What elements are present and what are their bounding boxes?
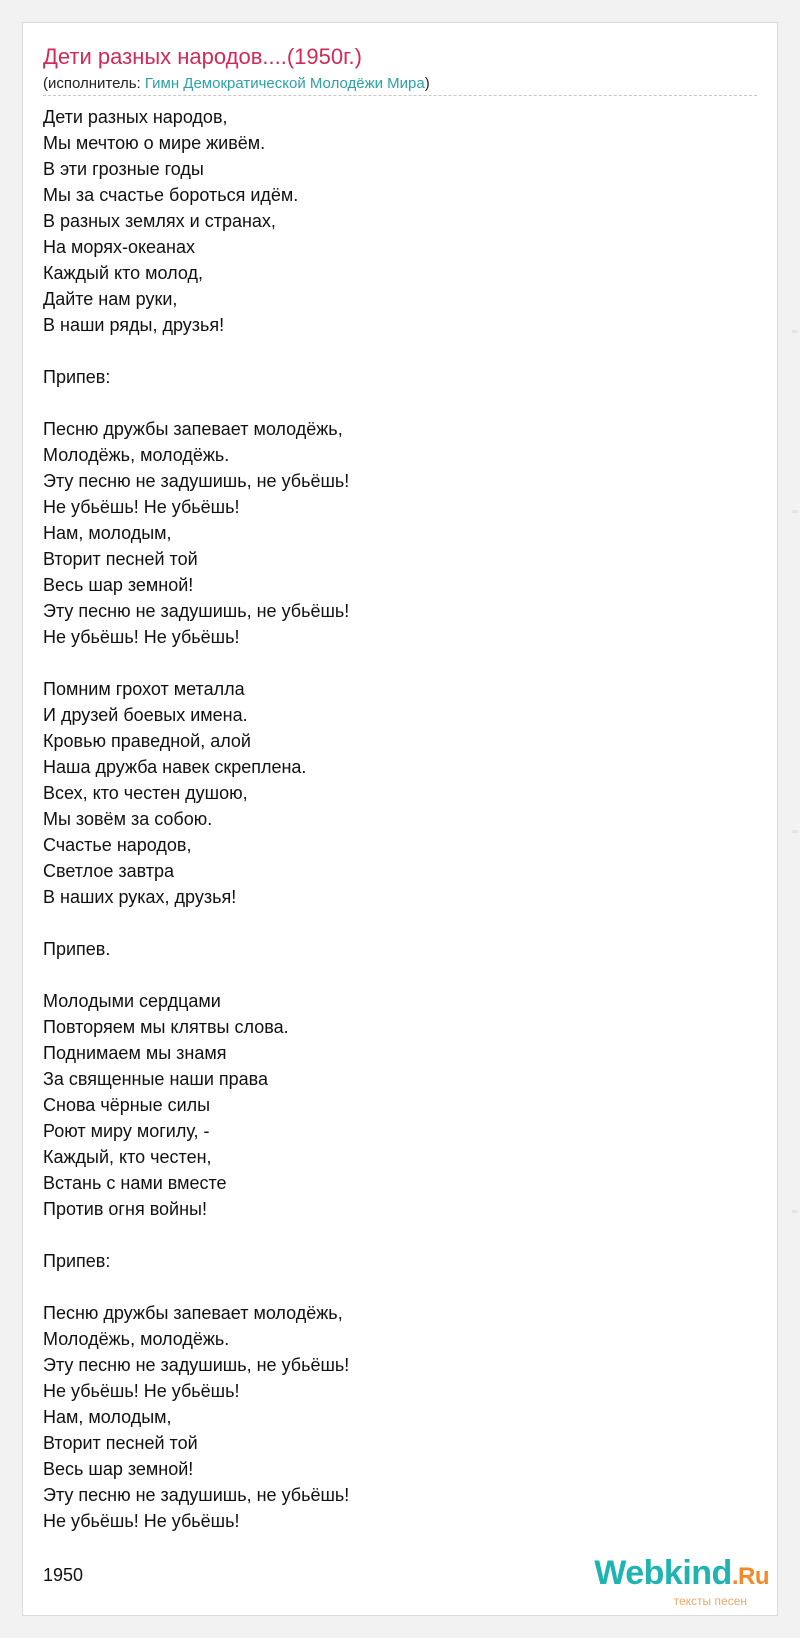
stanza-break [43, 650, 743, 676]
lyric-line: Песню дружбы запевает молодёжь, [43, 419, 343, 439]
lyric-line: Наша дружба навек скреплена. [43, 757, 307, 777]
lyric-line: Светлое завтра [43, 861, 175, 881]
lyric-line: Припев. [43, 939, 111, 959]
page-edge-marks [790, 330, 798, 1230]
lyric-line: Помним грохот металла [43, 679, 245, 699]
edge-mark [792, 1210, 798, 1213]
stanza-break [43, 1274, 743, 1300]
lyrics-card [22, 22, 778, 1616]
lyric-line: Кровью праведной, алой [43, 731, 251, 751]
lyric-line: Не убьёшь! Не убьёшь! [43, 1381, 240, 1401]
lyric-line: Эту песню не задушишь, не убьёшь! [43, 1485, 350, 1505]
lyric-line: Вторит песней той [43, 1433, 198, 1453]
lyric-line: Мы зовём за собою. [43, 809, 213, 829]
logo-tld: .Ru [731, 1563, 769, 1590]
lyric-line: Мы за счастье бороться идём. [43, 185, 299, 205]
performer-label: (исполнитель: [43, 75, 145, 92]
lyric-line: Вторит песней той [43, 549, 198, 569]
edge-mark [792, 330, 798, 333]
lyric-line: Снова чёрные силы [43, 1095, 211, 1115]
lyric-line: Поднимаем мы знамя [43, 1043, 227, 1063]
lyric-line: В эти грозные годы [43, 159, 204, 179]
lyric-line: Счастье народов, [43, 835, 192, 855]
lyric-line: Встань с нами вместе [43, 1173, 227, 1193]
title-divider [43, 95, 757, 96]
lyric-line: Дети разных народов, [43, 107, 228, 127]
lyric-line: Весь шар земной! [43, 1459, 194, 1479]
lyric-line: Дайте нам руки, [43, 289, 178, 309]
lyric-line: Не убьёшь! Не убьёшь! [43, 627, 240, 647]
lyric-line: Весь шар земной! [43, 575, 194, 595]
logo-wordmark [569, 1555, 769, 1595]
lyric-line: В разных землях и странах, [43, 211, 276, 231]
lyric-line: На морях-океанах [43, 237, 196, 257]
lyric-line: Не убьёшь! Не убьёшь! [43, 497, 240, 517]
logo-brand: Webkind [594, 1554, 732, 1592]
lyric-line: Повторяем мы клятвы слова. [43, 1017, 289, 1037]
lyric-line: Против огня войны! [43, 1199, 207, 1219]
lyric-line: Молодёжь, молодёжь. [43, 1329, 230, 1349]
edge-mark [792, 830, 798, 833]
lyric-line: Припев: [43, 1251, 111, 1271]
lyric-line: За священные наши права [43, 1069, 269, 1089]
logo-tagline: тексты песен [673, 1594, 747, 1608]
lyric-line: В наших руках, друзья! [43, 887, 237, 907]
lyric-line: В наши ряды, друзья! [43, 315, 225, 335]
lyric-line: Эту песню не задушишь, не убьёшь! [43, 1355, 350, 1375]
lyric-line: Нам, молодым, [43, 523, 172, 543]
performer-close: ) [424, 75, 430, 92]
lyric-line: Нам, молодым, [43, 1407, 172, 1427]
lyric-line: И друзей боевых имена. [43, 705, 248, 725]
lyric-line: Песню дружбы запевает молодёжь, [43, 1303, 343, 1323]
lyric-line: Роют миру могилу, - [43, 1121, 210, 1141]
lyric-line: Эту песню не задушишь, не убьёшь! [43, 601, 350, 621]
stanza-break [43, 1222, 743, 1248]
lyrics-body [43, 104, 743, 1534]
stanza-break [43, 390, 743, 416]
lyric-line: Не убьёшь! Не убьёшь! [43, 1511, 240, 1531]
site-logo[interactable] [569, 1555, 769, 1607]
lyric-line: Молодёжь, молодёжь. [43, 445, 230, 465]
stanza-break [43, 962, 743, 988]
lyric-line: Припев: [43, 367, 111, 387]
lyric-line: Мы мечтою о мире живём. [43, 133, 266, 153]
stanza-break [43, 338, 743, 364]
lyric-line: Эту песню не задушишь, не убьёшь! [43, 471, 350, 491]
performer-link[interactable]: Гимн Демократической Молодёжи Мира [144, 75, 425, 92]
stanza-break [43, 910, 743, 936]
lyric-line: Молодыми сердцами [43, 991, 221, 1011]
edge-mark [792, 510, 798, 513]
lyric-line: Каждый кто молод, [43, 263, 203, 283]
lyric-line: Всех, кто честен душою, [43, 783, 248, 803]
song-year: 1950 [43, 1565, 84, 1585]
song-title: Дети разных народов....(1950г.) [43, 44, 362, 69]
lyric-line: Каждый, кто честен, [43, 1147, 212, 1167]
performer-line [43, 74, 430, 94]
